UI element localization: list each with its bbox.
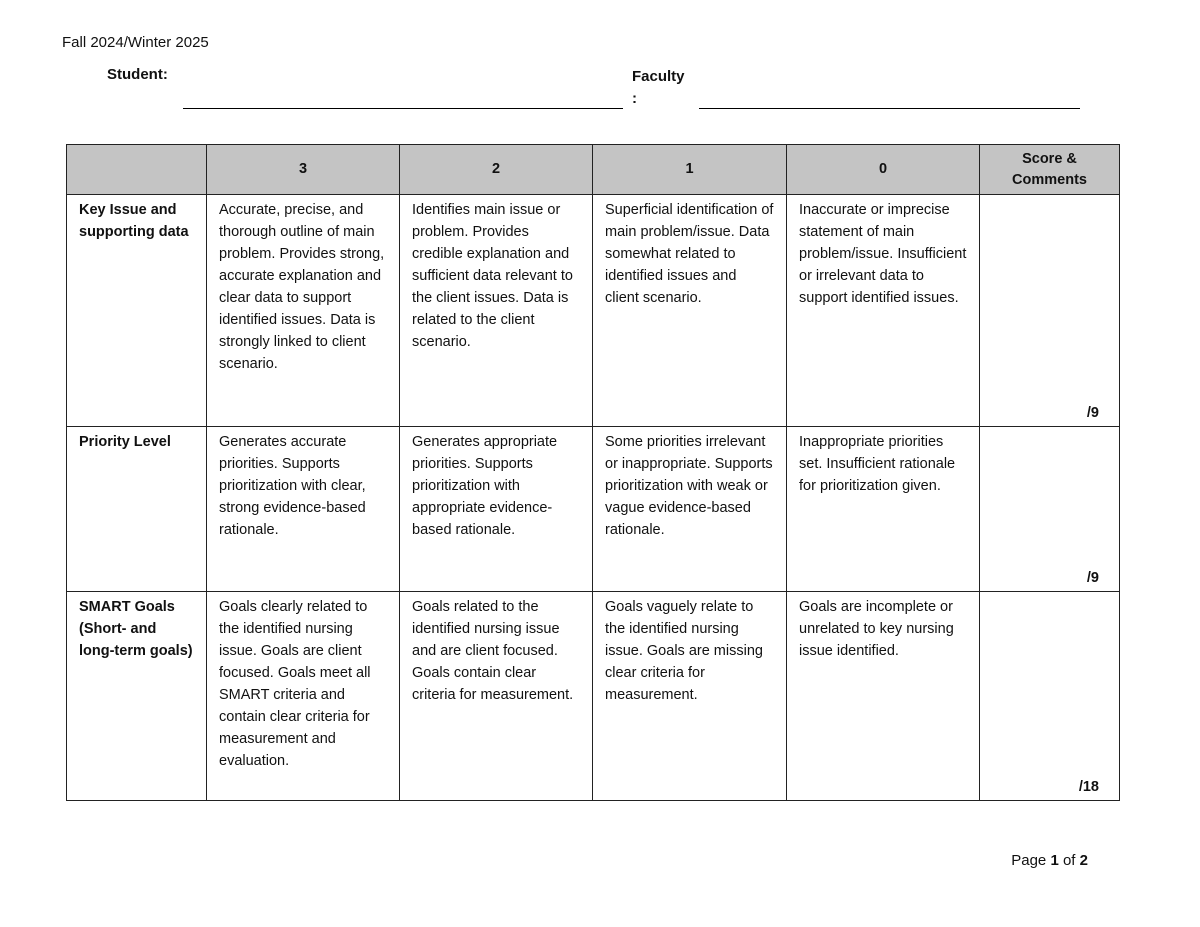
level-1-description: Some priorities irrelevant or inappropriate. Supports prioritization with weak or vague evidence-based rationale. bbox=[593, 427, 787, 592]
level-3-description: Generates accurate priorities. Supports prioritization with clear, strong evidence-based rationale. bbox=[207, 427, 400, 592]
criterion-smart-goals: SMART Goals (Short- and long-term goals) bbox=[67, 592, 207, 801]
header-level-0: 0 bbox=[787, 145, 980, 195]
level-0-description: Goals are incomplete or unrelated to key nursing issue identified. bbox=[787, 592, 980, 801]
total-pages: 2 bbox=[1079, 852, 1088, 869]
of-word: of bbox=[1062, 852, 1076, 869]
max-score: /9 bbox=[1086, 570, 1099, 586]
faculty-label: Faculty : bbox=[632, 68, 685, 107]
header-criterion bbox=[67, 145, 207, 195]
level-2-description: Generates appropriate priorities. Supports prioritization with appropriate evidence-based rationale. bbox=[400, 427, 593, 592]
header-level-3: 3 bbox=[207, 145, 400, 195]
header-score-comments: Score & Comments bbox=[980, 145, 1120, 195]
level-0-description: Inaccurate or imprecise statement of main problem/issue. Insufficient or irrelevant data to support identified issues. bbox=[787, 195, 980, 427]
level-0-description: Inappropriate priorities set. Insufficient rationale for prioritization given. bbox=[787, 427, 980, 592]
level-1-description: Superficial identification of main problem/issue. Data somewhat related to identified issues and client scenario. bbox=[593, 195, 787, 427]
table-row bbox=[67, 592, 1120, 801]
criterion-key-issue: Key Issue and supporting data bbox=[67, 195, 207, 427]
score-cell[interactable] bbox=[980, 427, 1120, 592]
score-cell[interactable] bbox=[980, 592, 1120, 801]
max-score: /18 bbox=[1078, 779, 1099, 795]
term-label: Fall 2024/Winter 2025 bbox=[62, 34, 209, 51]
level-3-description: Accurate, precise, and thorough outline of main problem. Provides strong, accurate explanation and clear data to support identified issues. Data is strongly linked to client scenario. bbox=[207, 195, 400, 427]
header-level-2: 2 bbox=[400, 145, 593, 195]
level-2-description: Identifies main issue or problem. Provides credible explanation and sufficient data relevant to the client issues. Data is related to the client scenario. bbox=[400, 195, 593, 427]
level-2-description: Goals related to the identified nursing issue and are client focused. Goals contain clear criteria for measurement. bbox=[400, 592, 593, 801]
level-1-description: Goals vaguely relate to the identified nursing issue. Goals are missing clear criteria for measurement. bbox=[593, 592, 787, 801]
score-cell[interactable] bbox=[980, 195, 1120, 427]
level-3-description: Goals clearly related to the identified nursing issue. Goals are client focused. Goals meet all SMART criteria and contain clear criteria for measurement and evaluation. bbox=[207, 592, 400, 801]
student-name-line[interactable] bbox=[183, 108, 623, 109]
max-score: /9 bbox=[1086, 405, 1099, 421]
criterion-priority-level: Priority Level bbox=[67, 427, 207, 592]
page-number bbox=[1011, 852, 1088, 869]
rubric-table bbox=[66, 144, 1120, 801]
table-row bbox=[67, 195, 1120, 427]
table-row bbox=[67, 427, 1120, 592]
rubric-header-row bbox=[67, 145, 1120, 195]
header-level-1: 1 bbox=[593, 145, 787, 195]
student-label: Student: bbox=[107, 66, 168, 83]
page-word: Page bbox=[1011, 852, 1047, 869]
current-page: 1 bbox=[1050, 852, 1059, 869]
faculty-name-line[interactable] bbox=[699, 108, 1080, 109]
